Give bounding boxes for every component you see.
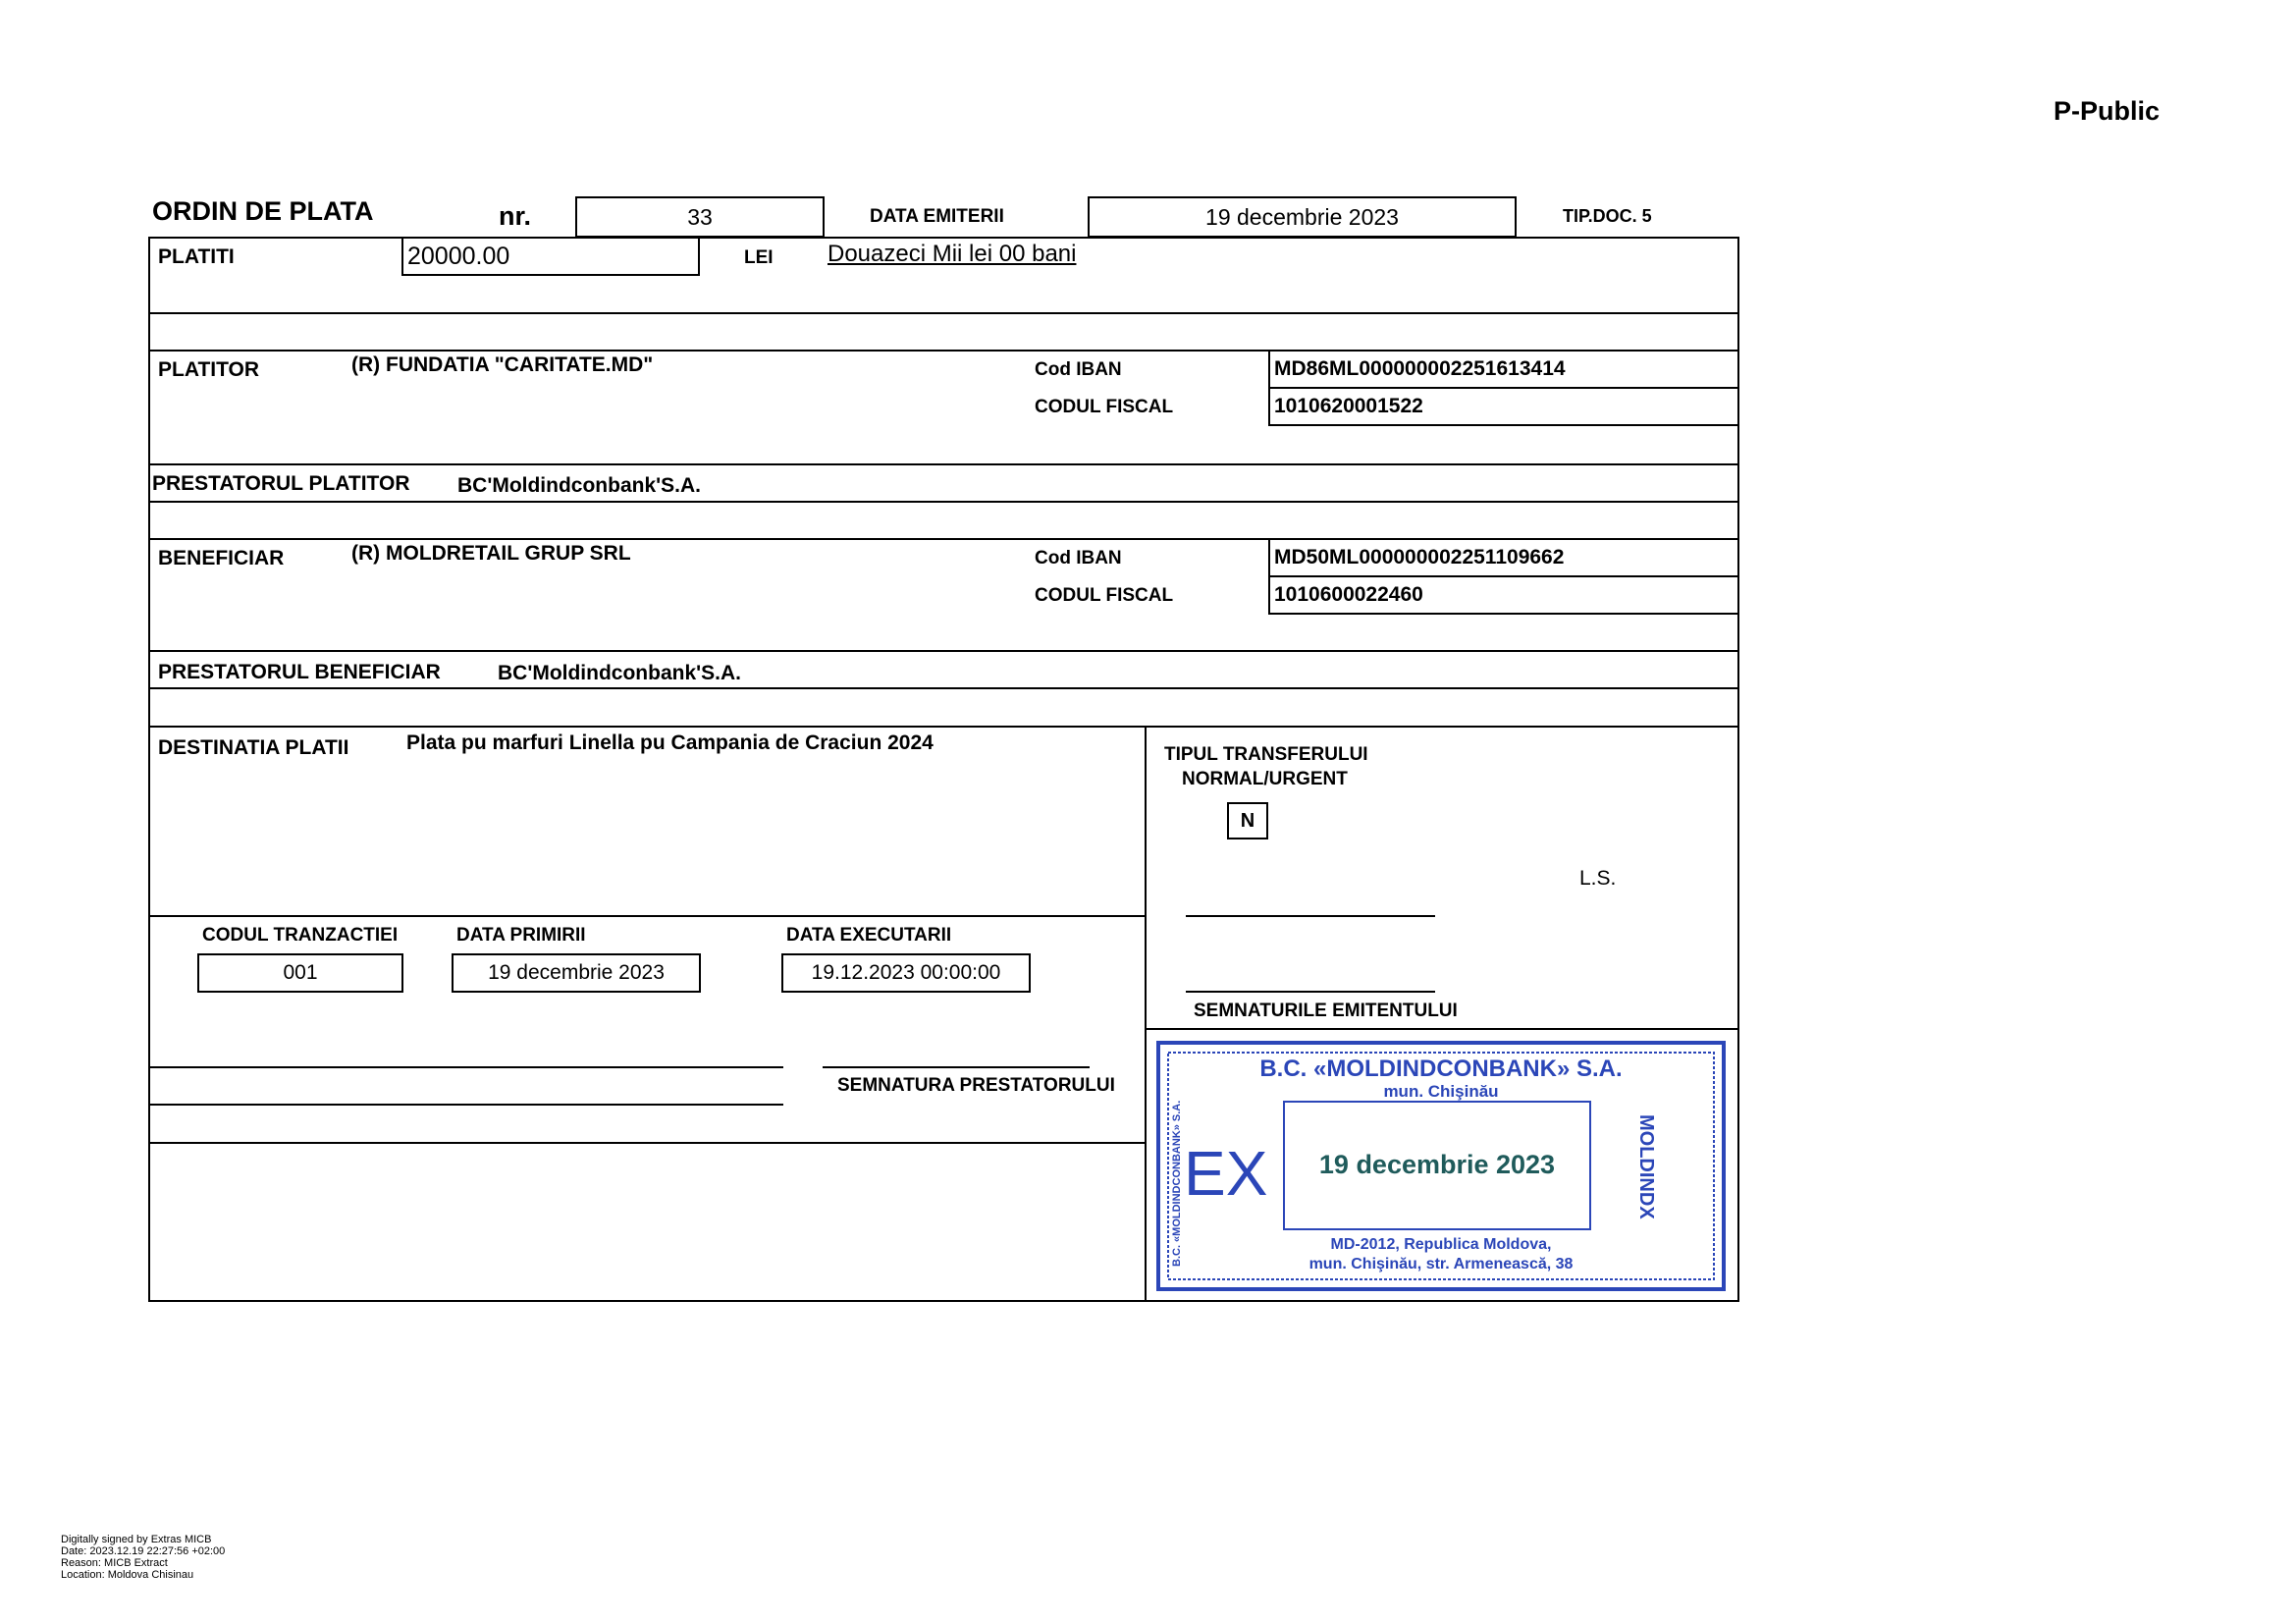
amount-value: 20000.00 — [401, 237, 700, 276]
divider — [148, 915, 1145, 917]
classification-label: P-Public — [2054, 96, 2161, 126]
provider-signature-line — [148, 1066, 783, 1068]
payer-provider-underline — [452, 501, 1739, 503]
beneficiary-iban: MD50ML000000002251109662 — [1268, 538, 1739, 577]
issue-date: 19 decembrie 2023 — [1088, 196, 1517, 238]
stamp-address-1: MD-2012, Republica Moldova, — [1330, 1236, 1552, 1253]
stamp-side-left: B.C. «MOLDINDCONBANK» S.A. — [1171, 1100, 1183, 1267]
digital-signature-line: Date: 2023.12.19 22:27:56 +02:00 — [61, 1545, 226, 1557]
beneficiary-name: (R) MOLDRETAIL GRUP SRL — [351, 542, 631, 565]
bank-stamp — [1156, 1041, 1726, 1291]
amount-in-words: Douazeci Mii lei 00 bani — [828, 241, 1077, 267]
transfer-type-sublabel: NORMAL/URGENT — [1182, 769, 1348, 789]
divider — [148, 1142, 1145, 1144]
payer-iban: MD86ML000000002251613414 — [1268, 350, 1739, 389]
transaction-code-label: CODUL TRANZACTIEI — [202, 925, 399, 946]
stamp-address-2: mun. Chişinău, str. Armenească, 38 — [1308, 1256, 1574, 1272]
executed-date-label: DATA EXECUTARII — [786, 925, 952, 946]
document-number: 33 — [575, 196, 825, 238]
payer-fiscal-label: CODUL FISCAL — [1035, 397, 1174, 417]
stamp-city: mun. Chişinău — [1383, 1082, 1499, 1101]
payer-fiscal-code: 1010620001522 — [1268, 387, 1739, 426]
issuer-signatures-label: SEMNATURILE EMITENTULUI — [1194, 1001, 1458, 1021]
divider — [148, 463, 1739, 465]
payer-iban-label: Cod IBAN — [1035, 359, 1122, 380]
document-title: ORDIN DE PLATA — [152, 196, 374, 226]
beneficiary-fiscal-label: CODUL FISCAL — [1035, 585, 1174, 606]
stamp-side-right: MOLDINDX — [1635, 1114, 1657, 1219]
beneficiary-provider-label: PRESTATORUL BENEFICIAR — [158, 661, 441, 683]
amount-label: PLATITI — [158, 245, 235, 268]
beneficiary-label: BENEFICIAR — [158, 547, 285, 569]
beneficiary-fiscal-code: 1010600022460 — [1268, 575, 1739, 615]
ls-label: L.S. — [1579, 867, 1617, 890]
issue-date-label: DATA EMITERII — [870, 206, 1004, 227]
transaction-code: 001 — [197, 953, 403, 993]
payer-provider-label: PRESTATORUL PLATITOR — [152, 472, 410, 495]
nr-label: nr. — [499, 201, 532, 231]
provider-signature-label: SEMNATURA PRESTATORULUI — [837, 1075, 1115, 1096]
received-date: 19 decembrie 2023 — [452, 953, 701, 993]
transfer-type-label: TIPUL TRANSFERULUI — [1164, 744, 1368, 765]
digital-signature-line: Location: Moldova Chisinau — [61, 1569, 194, 1581]
payer-label: PLATITOR — [158, 358, 260, 381]
divider — [148, 726, 1739, 728]
divider — [148, 312, 1739, 314]
divider — [148, 650, 1739, 652]
provider-signature-line — [148, 1104, 783, 1106]
payer-name: (R) FUNDATIA "CARITATE.MD" — [351, 353, 654, 376]
destination-value: Plata pu marfuri Linella pu Campania de Craciun 2024 — [406, 731, 934, 754]
beneficiary-iban-label: Cod IBAN — [1035, 548, 1122, 568]
stamp-date: 19 decembrie 2023 — [1318, 1150, 1556, 1179]
divider — [148, 687, 1739, 689]
destination-label: DESTINATIA PLATII — [158, 736, 349, 759]
doc-type: TIP.DOC. 5 — [1563, 206, 1652, 226]
executed-date: 19.12.2023 00:00:00 — [781, 953, 1031, 993]
currency-label: LEI — [744, 247, 774, 268]
stamp-bank-name: B.C. «MOLDINDCONBANK» S.A. — [1259, 1056, 1623, 1082]
digital-signature-line: Reason: MICB Extract — [61, 1557, 168, 1569]
stamp-ex: EX — [1184, 1138, 1268, 1209]
digital-signature-info — [61, 1534, 225, 1581]
payer-provider-value: BC'Moldindconbank'S.A. — [457, 474, 701, 497]
received-date-label: DATA PRIMIRII — [456, 925, 586, 946]
issuer-signature-line — [1186, 915, 1435, 917]
beneficiary-provider-value: BC'Moldindconbank'S.A. — [498, 662, 741, 684]
transfer-type-value: N — [1227, 802, 1268, 839]
provider-signature-line — [823, 1066, 1090, 1068]
digital-signature-line: Digitally signed by Extras MICB — [61, 1534, 212, 1545]
issuer-signature-line — [1186, 991, 1435, 993]
